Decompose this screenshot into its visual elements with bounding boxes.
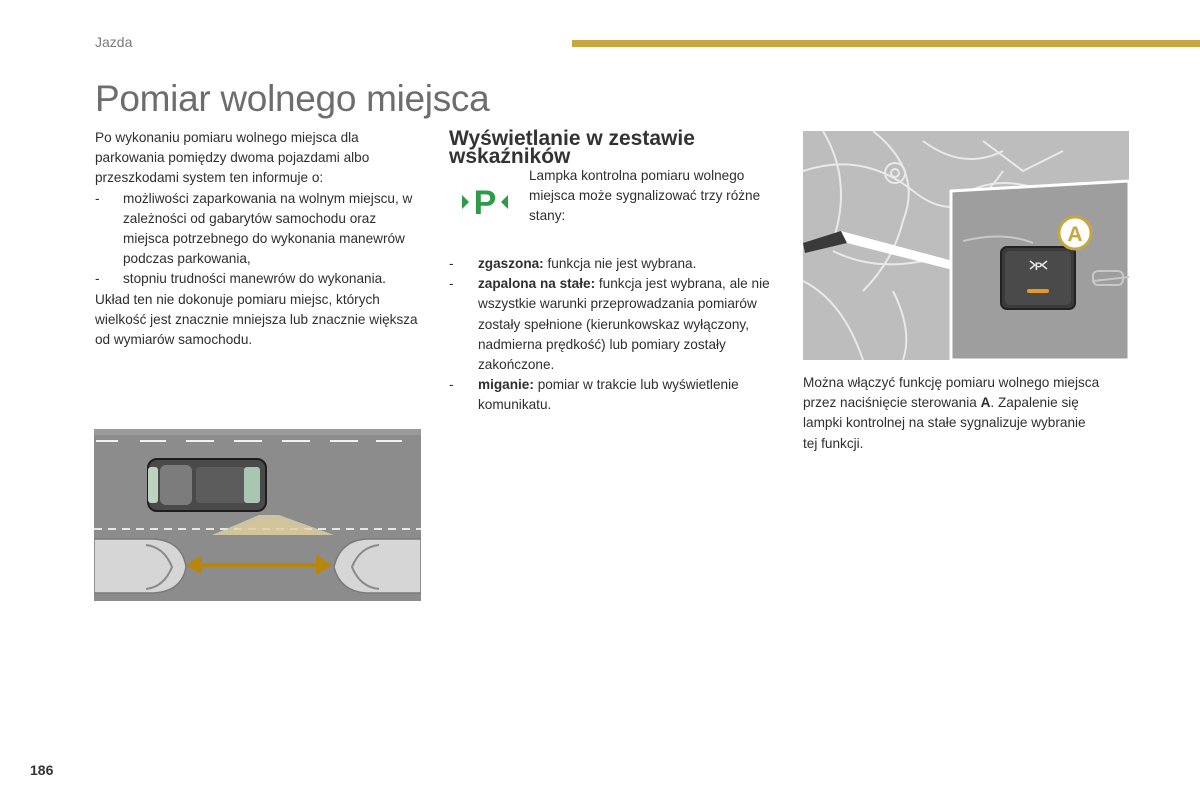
state-desc bbox=[478, 375, 779, 415]
state-label: miganie: bbox=[478, 377, 534, 393]
page-number: 186 bbox=[30, 762, 54, 778]
state-desc bbox=[478, 254, 696, 274]
activation-text-after: . Zapalenie się lampki kontrolnej na stałe sygnalizuje wybranie tej funkcji. bbox=[803, 395, 1086, 451]
section-label: Jazda bbox=[95, 34, 133, 50]
item-dash: - bbox=[95, 190, 100, 206]
svg-text:P: P bbox=[1034, 261, 1043, 273]
parking-indicator-letter: P bbox=[473, 185, 497, 219]
item-text: stopniu trudności manewrów do wykonania. bbox=[123, 271, 386, 287]
indicator-lamp-text: Lampka kontrolna pomiaru wolnego miejsca może sygnalizować trzy różne stany: bbox=[529, 168, 761, 224]
header-accent-bar bbox=[572, 40, 1200, 47]
item-dash: - bbox=[95, 271, 100, 287]
indicator-state-item bbox=[449, 375, 779, 415]
item-text: możliwości zaparkowania na wolnym miejscu, w zależności od gabarytów samochodu oraz miejsca potrzebnego do wykonania manewrów podczas parkowania, bbox=[123, 190, 413, 267]
activation-text-before: Można włączyć funkcję pomiaru wolnego miejsca przez naciśnięcie sterowania bbox=[803, 375, 1100, 411]
indicator-description bbox=[529, 166, 779, 227]
activation-paragraph bbox=[803, 373, 1103, 454]
intro-column bbox=[95, 128, 425, 350]
state-text: funkcja nie jest wybrana. bbox=[547, 256, 697, 271]
page-title: Pomiar wolnego miejsca bbox=[95, 78, 490, 119]
state-text: funkcja jest wybrana, ale nie wszystkie warunki przeprowadzania pomiarów zostały spełnione (kierunkowskaz wyłączony, nadmierna prędkość) lub pomiary zostały zakończone. bbox=[478, 276, 770, 373]
parking-indicator-icon bbox=[460, 185, 510, 219]
item-dash: - bbox=[449, 256, 454, 271]
intro-item bbox=[95, 269, 425, 289]
intro-closing: Układ ten nie dokonuje pomiaru miejsc, których wielkość jest znacznie mniejsza lub znacznie większa od wymiarów samochodu. bbox=[95, 291, 418, 348]
state-desc bbox=[478, 274, 779, 375]
dashboard-control-illustration bbox=[803, 131, 1129, 360]
intro-lead: Po wykonaniu pomiaru wolnego miejsca dla parkowania pomiędzy dwoma pojazdami albo przeszkodami system ten informuje o: bbox=[95, 130, 370, 186]
item-dash: - bbox=[449, 276, 454, 292]
callout-label-a: A bbox=[1067, 223, 1083, 246]
indicator-state-item bbox=[449, 274, 779, 375]
state-label: zapalona na stałe: bbox=[478, 276, 596, 292]
display-section-heading: Wyświetlanie w zestawie wskaźników bbox=[449, 127, 695, 168]
state-label: zgaszona: bbox=[478, 256, 544, 271]
state-text: pomiar w trakcie lub wyświetlenie komunikatu. bbox=[478, 377, 739, 413]
indicator-states bbox=[449, 254, 779, 416]
item-dash: - bbox=[449, 377, 454, 393]
activation-text bbox=[803, 373, 1103, 454]
activation-control-label: A bbox=[980, 395, 991, 411]
indicator-state-item bbox=[449, 254, 779, 274]
intro-item bbox=[95, 189, 425, 270]
parking-space-illustration bbox=[94, 429, 421, 601]
